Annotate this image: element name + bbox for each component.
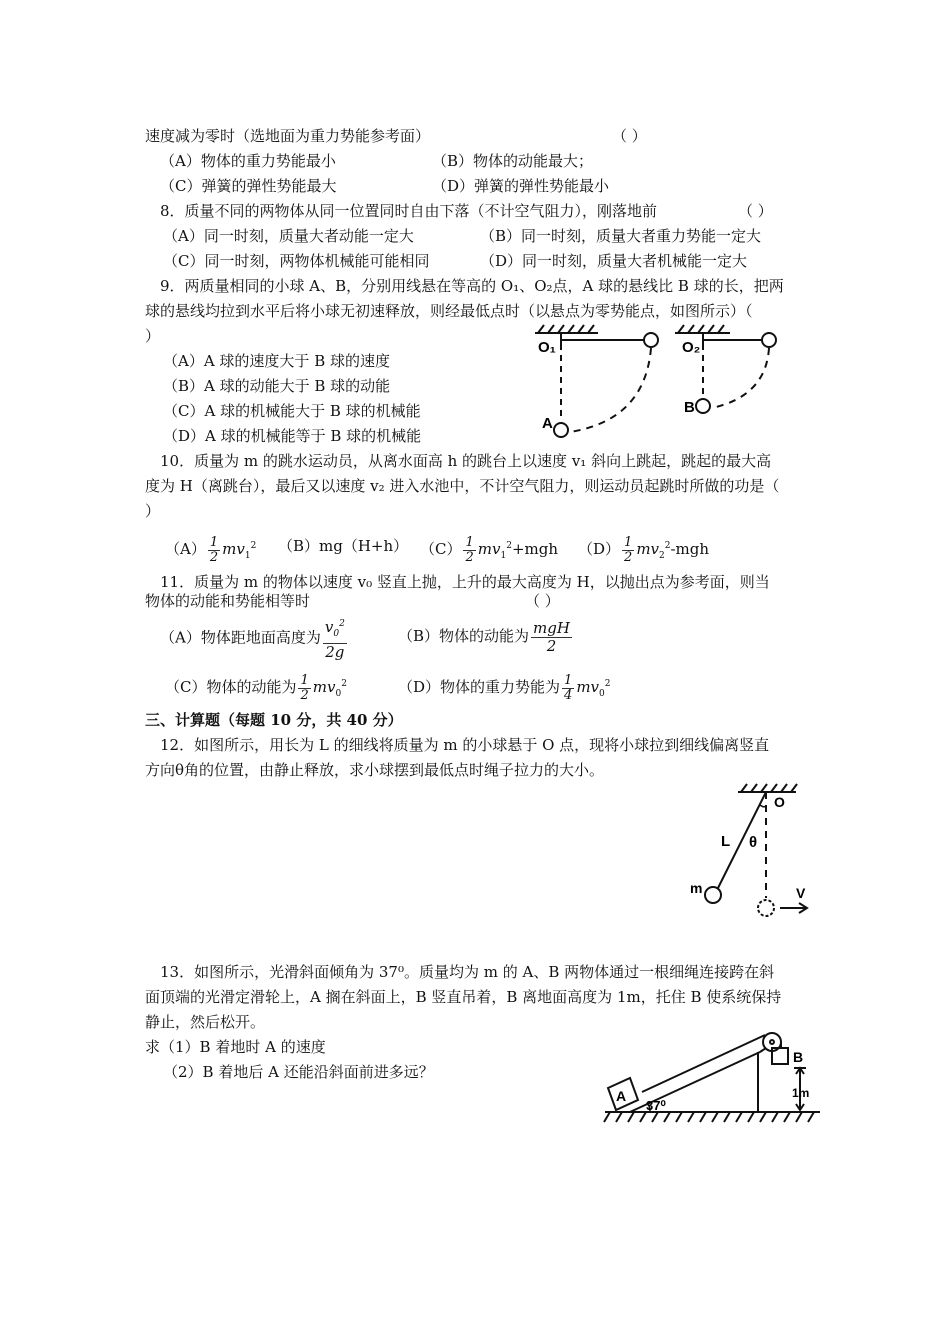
- q10-line2: 度为 H（离跳台），最后又以速度 v₂ 进入水池中，不计空气阻力，则运动员起跳时所做的功是（: [145, 477, 780, 495]
- q13-line2: 面顶端的光滑定滑轮上，A 搁在斜面上，B 竖直吊着，B 离地面高度为 1m，托住 B 使系统保持: [145, 988, 782, 1006]
- q9-line3: ）: [145, 327, 161, 345]
- q7-paren: （ ）: [612, 127, 647, 145]
- q12-line2: 方向θ角的位置，由静止释放，求小球摆到最低点时绳子拉力的大小。: [145, 761, 605, 779]
- q11-option-a: （A）物体距地面高度为 $\frac{v_0^2}{2g}$: [160, 618, 345, 661]
- q9-fig-o2: O₂: [682, 339, 701, 356]
- q10-option-b: （B）mg（H+h）: [278, 537, 409, 555]
- q13-incline-figure: [600, 1030, 825, 1130]
- q12-pendulum-figure: [688, 780, 818, 920]
- q12-fig-v: V: [796, 885, 806, 901]
- q11-option-c: （C）物体的动能为 $\frac{1}{2}$ $mv_0^2$: [165, 672, 347, 703]
- q10-line1: 10．质量为 m 的跳水运动员，从离水面高 h 的跳台上以速度 v₁ 斜向上跳起，跳起的最大高: [160, 452, 772, 470]
- q11-line1: 11．质量为 m 的物体以速度 v₀ 竖直上抛，上升的最大高度为 H，以抛出点为参考面，则当: [160, 573, 770, 591]
- q7-stem: 速度减为零时（选地面为重力势能参考面）: [145, 127, 431, 145]
- q13-line3: 静止，然后松开。: [145, 1013, 266, 1031]
- q8-stem: 8．质量不同的两物体从同一位置同时自由下落（不计空气阻力），刚落地前: [160, 202, 658, 220]
- q13-fig-h: 1m: [792, 1086, 810, 1100]
- q8-option-d: （D）同一时刻，质量大者机械能一定大: [480, 252, 748, 270]
- q12-fig-m: m: [690, 880, 703, 896]
- q12-fig-o: O: [774, 794, 785, 810]
- q11-line2: 物体的动能和势能相等时: [145, 592, 311, 610]
- q8-paren: （ ）: [738, 202, 773, 220]
- q11-option-b: （B）物体的动能为 $\frac{\text{mgH}}{2}$: [398, 618, 570, 655]
- q7-option-c: （C）弹簧的弹性势能最大: [160, 177, 337, 195]
- q12-line1: 12．如图所示，用长为 L 的细线将质量为 m 的小球悬于 O 点，现将小球拉到细线偏离竖直: [160, 736, 770, 754]
- q9-option-b: （B）A 球的动能大于 B 球的动能: [163, 377, 391, 395]
- q9-option-a: （A）A 球的速度大于 B 球的速度: [163, 352, 390, 370]
- q13-sub1: 求（1）B 着地时 A 的速度: [145, 1038, 326, 1056]
- q12-fig-theta: θ: [749, 834, 758, 851]
- q13-sub2: （2）B 着地后 A 还能沿斜面前进多远？: [163, 1063, 434, 1081]
- q13-fig-a: A: [616, 1088, 627, 1104]
- q9-option-c: （C）A 球的机械能大于 B 球的机械能: [163, 402, 421, 420]
- q9-line1: 9．两质量相同的小球 A、B，分别用线悬在等高的 O₁、O₂点，A 球的悬线比 B 球的长，把两: [160, 277, 784, 295]
- q7-option-d: （D）弹簧的弹性势能最小: [432, 177, 610, 195]
- q9-option-d: （D）A 球的机械能等于 B 球的机械能: [163, 427, 422, 445]
- q12-fig-l: L: [721, 833, 731, 850]
- q13-fig-b: B: [793, 1049, 804, 1065]
- q9-pendulum-figure: [530, 320, 800, 445]
- section-heading: 三、计算题（每题 10 分，共 40 分）: [145, 711, 403, 729]
- q8-option-b: （B）同一时刻，质量大者重力势能一定大: [480, 227, 762, 245]
- q11-paren: （ ）: [525, 592, 560, 610]
- q9-fig-a: A: [542, 415, 553, 432]
- q13-fig-angle: 37⁰: [646, 1098, 666, 1113]
- q9-fig-o1: O₁: [538, 339, 556, 356]
- q10-option-d: （D） $\frac{1}{2}$ $mv_2^2$-mgh: [578, 534, 710, 565]
- q13-line1: 13．如图所示，光滑斜面倾角为 37⁰。质量均为 m 的 A、B 两物体通过一根细绳连接跨在斜: [160, 963, 775, 981]
- q9-fig-b: B: [684, 399, 695, 416]
- q8-option-c: （C）同一时刻，两物体机械能可能相同: [163, 252, 430, 270]
- q10-option-c: （C） $\frac{1}{2}$ $mv_1^2+mgh$: [420, 534, 558, 565]
- q11-option-d: （D）物体的重力势能为 $\frac{1}{4}$ $mv_0^2$: [398, 672, 611, 703]
- q10-line3: ）: [145, 502, 161, 520]
- q8-option-a: （A）同一时刻，质量大者动能一定大: [163, 227, 414, 245]
- q7-option-a: （A）物体的重力势能最小: [160, 152, 336, 170]
- q9-line2: 球的悬线均拉到水平后将小球无初速释放，则经最低点时（以悬点为零势能点，如图所示）（: [145, 302, 753, 320]
- q7-option-b: （B）物体的动能最大；: [432, 152, 594, 170]
- q10-option-a: （A） $\frac{1}{2}$ $mv_1^2$: [165, 534, 257, 565]
